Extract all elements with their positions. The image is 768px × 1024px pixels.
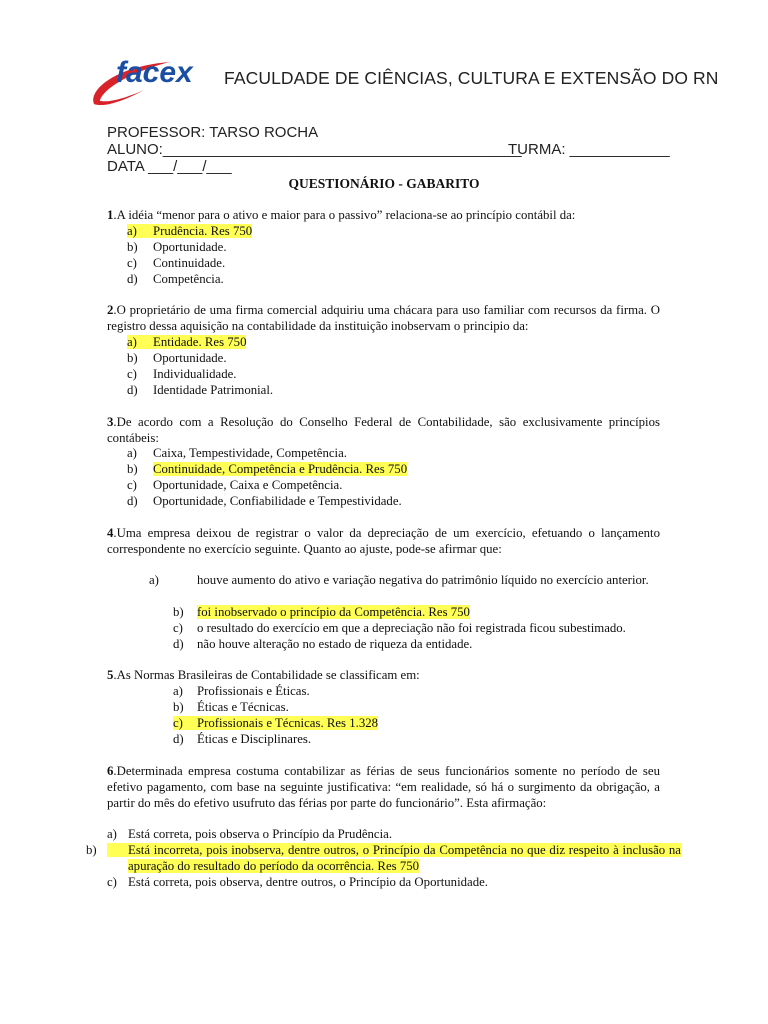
student-field: ALUNO:___________________________________________ [107,141,522,158]
question-text: .De acordo com a Resolução do Conselho Federal de Contabilidade, são exclusivamente princípios contábeis: [107,415,660,445]
q5-option-c: c) Profissionais e Técnicas. Res 1.328 [173,716,379,730]
question-number: 6 [107,764,114,778]
question-text: .As Normas Brasileiras de Contabilidade se classificam em: [113,668,420,682]
q5-option-d: d) Éticas e Disciplinares. [173,732,312,746]
q1-option-a: a) Prudência. Res 750 [127,224,253,238]
question-number: 3 [107,415,114,429]
document-header [86,50,746,112]
q2-option-d: d) Identidade Patrimonial. [127,383,274,397]
q3-option-b: b) Continuidade, Competência e Prudência. Res 750 [127,462,408,476]
date-field: DATA ___/___/___ [107,158,232,175]
q3-option-c: c) Oportunidade, Caixa e Competência. [127,478,343,492]
q6-option-a: a) Está correta, pois observa o Princípio da Prudência. [107,827,393,841]
class-field: TURMA: ____________ [508,141,670,158]
question-5 [107,667,660,683]
q1-option-c: c) Continuidade. [127,256,226,270]
question-number: 4 [107,526,114,540]
q1-option-d: d) Competência. [127,272,224,286]
q4-option-a: a) houve aumento do ativo e variação negativa do patrimônio líquido no exercício anterior. [149,573,649,587]
q4-option-c: c) o resultado do exercício em que a depreciação não foi registrada ficou subestimado. [173,621,626,635]
question-1 [107,207,660,223]
q6-option-b: b) Está incorreta, pois inobserva, dentre outros, o Princípio da Competência no que diz respeito à inclusão na apuração do resultado do período da ocorrência. Res 750 [86,843,681,873]
q1-option-b: b) Oportunidade. [127,240,227,254]
question-6 [107,763,660,811]
institution-name: FACULDADE DE CIÊNCIAS, CULTURA E EXTENSÃO DO RN [224,68,719,88]
q6-option-c: c) Está correta, pois observa, dentre outros, o Princípio da Oportunidade. [107,875,488,889]
q4-option-b: b) foi inobservado o princípio da Competência. Res 750 [173,605,470,619]
facex-logo [86,50,216,112]
logo-text: facex [116,56,193,89]
question-number: 5 [107,668,114,682]
question-text: .Determinada empresa costuma contabilizar as férias de seus funcionários somente no período de seu efetivo pagamento, com base na seguinte justificativa: “em realidade, só há o surgimento da obrigação, a partir do mês do efetivo usufruto das férias por parte do funcionário”. Esta afirmação: [107,764,660,810]
question-2 [107,302,660,334]
question-number: 2 [107,303,114,317]
q5-option-a: a) Profissionais e Éticas. [173,684,310,698]
q2-option-a: a) Entidade. Res 750 [127,335,247,349]
q5-option-b: b) Éticas e Técnicas. [173,700,289,714]
question-number: 1 [107,208,114,222]
question-text: .Uma empresa deixou de registrar o valor da depreciação de um exercício, efetuando o lançamento correspondente no exercício seguinte. Quanto ao ajuste, pode-se afirmar que: [107,526,660,556]
question-text: .O proprietário de uma firma comercial adquiriu uma chácara para uso familiar com recursos da firma. O registro dessa aquisição na contabilidade da instituição inobservam o principio da: [107,303,660,333]
question-text: .A idéia “menor para o ativo e maior para o passivo” relaciona-se ao princípio contábil da: [113,208,576,222]
question-3 [107,414,660,446]
document-title: QUESTIONÁRIO - GABARITO [288,176,480,191]
question-4 [107,525,660,557]
professor-line: PROFESSOR: TARSO ROCHA [107,124,319,141]
q2-option-b: b) Oportunidade. [127,351,227,365]
q3-option-a: a) Caixa, Tempestividade, Competência. [127,446,347,460]
q3-option-d: d) Oportunidade, Confiabilidade e Tempestividade. [127,494,402,508]
q2-option-c: c) Individualidade. [127,367,237,381]
q4-option-d: d) não houve alteração no estado de riqueza da entidade. [173,637,473,651]
